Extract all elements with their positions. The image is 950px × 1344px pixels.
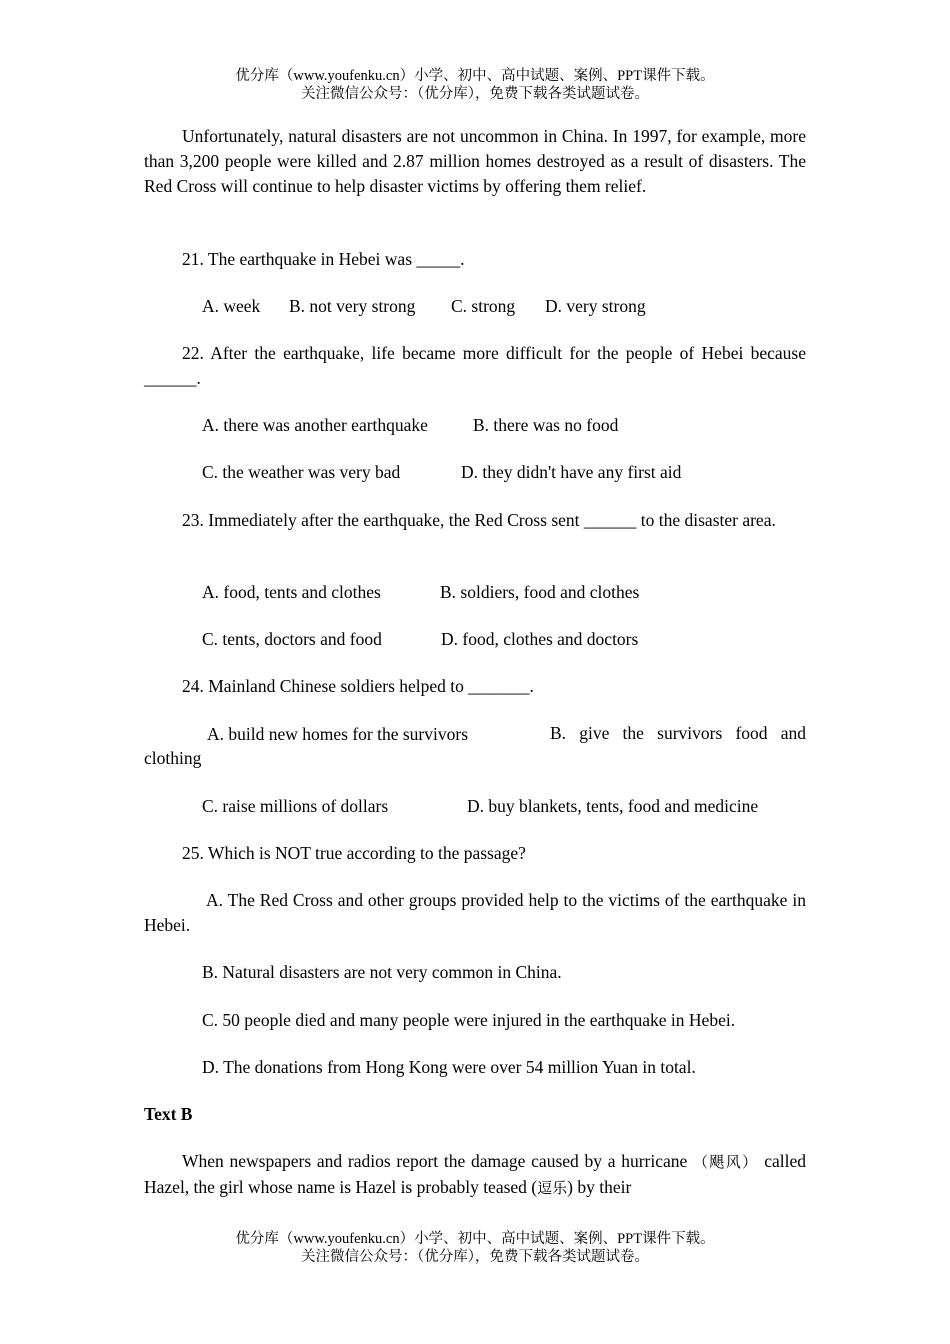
q23-option-d: D. food, clothes and doctors: [441, 629, 639, 649]
text-b-part-1: When newspapers and radios report the damage caused by a hurricane: [182, 1151, 688, 1171]
q25-option-b: B. Natural disasters are not very common in China.: [202, 962, 562, 982]
q25-option-d: D. The donations from Hong Kong were over 54 million Yuan in total.: [202, 1057, 696, 1077]
q21-option-c: C. strong: [451, 296, 516, 316]
text-b-gloss-hurricane: （飓风）: [693, 1153, 759, 1171]
footer-line-1: 优分库（www.youfenku.cn）小学、初中、高中试题、案例、PPT课件下载。: [235, 1231, 715, 1247]
q22-option-d: D. they didn't have any first aid: [461, 462, 682, 482]
header-line-2: 关注微信公众号：（优分库），免费下载各类试题试卷。: [301, 86, 649, 102]
q25-option-c: C. 50 people died and many people were injured in the earthquake in Hebei.: [202, 1010, 736, 1030]
q23-option-c: C. tents, doctors and food: [202, 629, 382, 649]
question-23-stem: 23. Immediately after the earthquake, the Red Cross sent ______ to the disaster area.: [182, 510, 776, 530]
q21-option-b: B. not very strong: [289, 296, 416, 316]
q23-option-a: A. food, tents and clothes: [202, 582, 381, 602]
q25-option-a: A. The Red Cross and other groups provided help to the victims of the earthquake in Hebei.: [144, 890, 806, 935]
text-b-heading: Text B: [144, 1104, 193, 1124]
q23-option-b: B. soldiers, food and clothes: [440, 582, 640, 602]
q22-option-a: A. there was another earthquake: [202, 415, 428, 435]
footer-line-2: 关注微信公众号：（优分库），免费下载各类试题试卷。: [301, 1249, 649, 1265]
q21-option-a: A. week: [202, 296, 261, 316]
page-header: [0, 67, 950, 103]
q22-option-b: B. there was no food: [473, 415, 619, 435]
q24-option-a: A. build new homes for the survivors: [207, 724, 469, 744]
header-line-1: 优分库（www.youfenku.cn）小学、初中、高中试题、案例、PPT课件下载。: [235, 68, 715, 84]
q24-option-b: B. give the survivors food and clothing: [144, 723, 806, 768]
text-b-part-3: ) by their: [567, 1177, 632, 1197]
q24-option-c: C. raise millions of dollars: [202, 796, 389, 816]
question-21-stem: 21. The earthquake in Hebei was _____.: [182, 249, 465, 269]
question-22-stem: 22. After the earthquake, life became more difficult for the people of Hebei because ______.: [144, 343, 806, 388]
text-b-paragraph: [144, 1149, 806, 1201]
question-24-stem: 24. Mainland Chinese soldiers helped to _______.: [182, 676, 534, 696]
page-footer: [0, 1230, 950, 1266]
intro-paragraph: Unfortunately, natural disasters are not uncommon in China. In 1997, for example, more than 3,200 people were killed and 2.87 million homes destroyed as a result of disasters. The Red Cross will continue to help disaster victims by offering them relief.: [144, 126, 806, 196]
question-25-stem: 25. Which is NOT true according to the passage?: [182, 843, 526, 863]
text-b-gloss-tease: 逗乐: [537, 1179, 568, 1197]
q22-option-c: C. the weather was very bad: [202, 462, 401, 482]
text-b-part-2: called Hazel, the girl whose name is Hazel is probably teased (: [144, 1151, 806, 1197]
q24-option-d: D. buy blankets, tents, food and medicine: [467, 796, 759, 816]
q21-option-d: D. very strong: [545, 296, 646, 316]
